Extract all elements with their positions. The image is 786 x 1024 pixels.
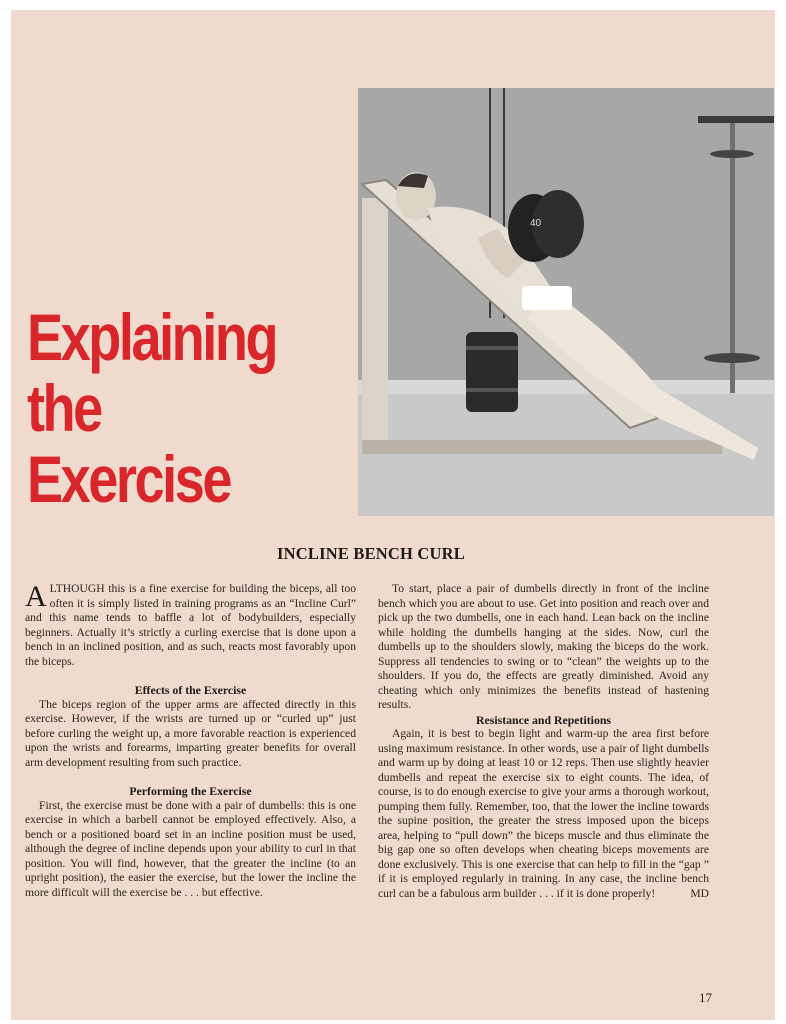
start-paragraph: To start, place a pair of dumbells directly in front of the incline bench which you are about to use. Get into position and reach over and pick up the two dumbells, one in each hand. Lean back on the incline while holding the dumbells hanging at the sides. Now, curl the dumbells up to the shoulders slowly, making the biceps do the work. Suppress all tendencies to swing or to “clean” the weights up to the shoulders. If you do, the effects are greatly diminished. Avoid any cheating which only minimizes the benefits instead of hastening results. — [378, 582, 709, 711]
intro-text: LTHOUGH this is a fine exercise for building the biceps, all too often it is simply listed in training programs as an “Incline Curl” and this name tends to baffle a lot of bodybuilders, especially beginners. Actually it’s strictly a curling exercise that is done upon a bench in an inclined position, and as such, reacts most favorably upon the biceps. — [25, 582, 356, 668]
athlete-shorts — [522, 286, 572, 310]
headline — [27, 302, 276, 515]
resistance-text: Again, it is best to begin light and warm-up the area first before using maximum resistance. In other words, use a pair of light dumbells and warm up by doing at least 10 or 12 reps. Then use slightly heavier dumbells and repeat the exercise six to eight counts. The idea, of course, is to do enough exercise to give your arms a thorough workout, pumping them fully. Remember, too, that the lower the incline towards the supine position, the greater the stress imposed upon the biceps area, helping to “pull down” the biceps muscle and thus eliminate the big gap one so often develops when cheating biceps movements are done exclusively. This is one exercise that can help to fill in the “gap ” if it is employed regularly in training. In any case, the incline bench curl can be a fabulous arm builder . . . if it is done properly! — [378, 727, 709, 900]
bench-post — [362, 198, 388, 448]
page-number: 17 — [699, 990, 712, 1005]
hanging-weight — [466, 332, 518, 412]
intro-paragraph — [25, 582, 356, 669]
baseboard — [358, 380, 774, 394]
effects-heading: Effects of the Exercise — [134, 683, 247, 697]
effects-paragraph: The biceps region of the upper arms are affected directly in this exercise. However, if the wrists are turned up or “curled up” just before curling the weight up, a more favorable reaction is experienced upon the wrists and forearms, imparting greater benefits for overall arm development resulting from such practice. — [25, 697, 356, 769]
plate-label: 40 — [530, 218, 542, 229]
performing-heading: Performing the Exercise — [129, 784, 252, 798]
magazine-page — [11, 10, 775, 1020]
incline-bench-curl-illustration — [358, 88, 774, 516]
resistance-heading: Resistance and Repetitions — [475, 712, 611, 727]
headline-line-1: Explaining — [27, 300, 277, 374]
weight-ring — [466, 388, 518, 392]
right-column — [378, 582, 709, 901]
headline-line-2: the — [27, 371, 101, 445]
bench-base — [362, 440, 722, 454]
rack-plate — [704, 353, 760, 363]
exercise-photo — [358, 88, 774, 516]
author-signature: MD — [690, 886, 709, 900]
rack-plate — [710, 150, 754, 158]
article-title: INCLINE BENCH CURL — [277, 544, 465, 563]
rack-bar — [698, 116, 774, 123]
rack-pole — [730, 123, 735, 393]
drop-cap: A — [25, 580, 47, 613]
resistance-paragraph — [378, 727, 709, 901]
left-column — [25, 582, 356, 900]
headline-line-3: Exercise — [27, 442, 231, 516]
weight-ring — [466, 346, 518, 350]
performing-paragraph: First, the exercise must be done with a pair of dumbells: this is one exercise in which a barbell cannot be employed effectively. Also, a bench or a positioned board set in an incline position must be used, although the degree of incline depends upon your ability to curl in that position. You will find, however, that the greater the incline (to an upright position), the easier the exercise, but the lower the incline the more difficult will the exercise be . . . but effective. — [25, 798, 356, 899]
